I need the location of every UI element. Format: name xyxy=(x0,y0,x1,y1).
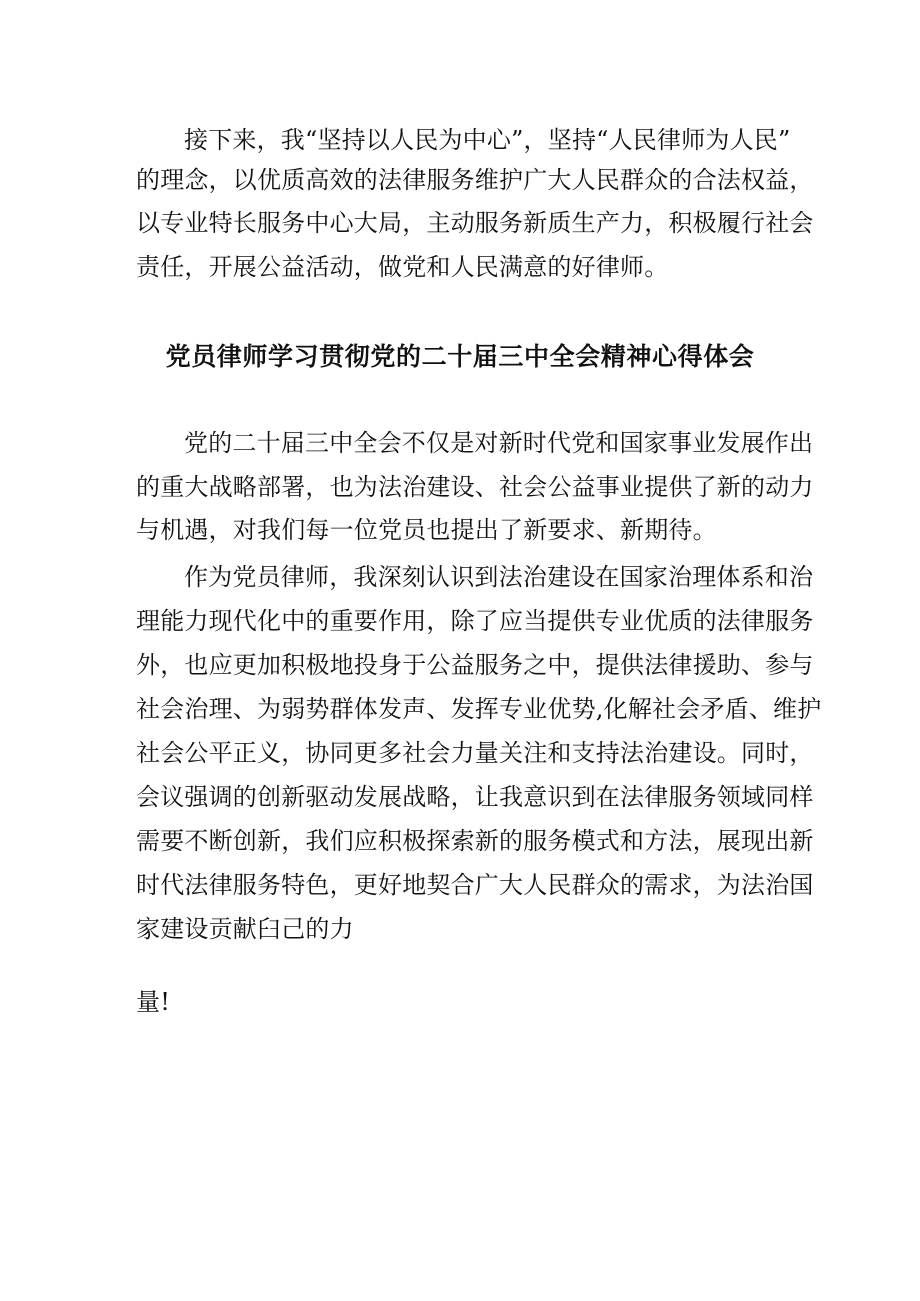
paragraph1-line-2: 的重大战略部署，也为法治建设、社会公益事业提供了新的动力 xyxy=(136,473,814,501)
paragraph1-line-1: 党的二十届三中全会不仅是对新时代党和国家事业发展作出 xyxy=(184,429,814,457)
intro-line-2: 的理念，以优质高效的法律服务维护广大人民群众的合法权益， xyxy=(136,166,814,194)
paragraph2-line-6: 会议强调的创新驱动发展战略，让我意识到在法律服务领域同样 xyxy=(136,783,814,811)
intro-line-4: 责任，开展公益活动，做党和人民满意的好律师。 xyxy=(136,253,669,281)
paragraph2-line-2: 理能力现代化中的重要作用，除了应当提供专业优质的法律服务 xyxy=(136,607,814,635)
paragraph2-line-1: 作为党员律师，我深刻认识到法治建设在国家治理体系和治 xyxy=(184,563,814,591)
paragraph2-line-5: 社会公平正义，协同更多社会力量关注和支持法治建设。同时， xyxy=(136,739,814,767)
paragraph2-line-4: 社会治理、为弱势群体发声、发挥专业优势,化解社会矛盾、维护 xyxy=(136,695,822,723)
paragraph1-line-3: 与机遇，对我们每一位党员也提出了新要求、新期待。 xyxy=(136,516,717,544)
paragraph2-line-7: 需要不断创新，我们应积极探索新的服务模式和方法，展现出新 xyxy=(136,827,814,855)
intro-line-3: 以专业特长服务中心大局，主动服务新质生产力，积极履行社会 xyxy=(136,209,814,237)
paragraph2-line-9: 家建设贡献臼己的力 xyxy=(136,915,354,943)
document-title: 党员律师学习贯彻党的二十届三中全会精神心得体会 xyxy=(165,342,755,371)
paragraph2-line-3: 外，也应更加积极地投身于公益服务之中，提供法律援助、参与 xyxy=(136,651,814,679)
paragraph2-line-8: 时代法律服务特色，更好地契合广大人民群众的需求，为法治国 xyxy=(136,871,814,899)
intro-line-1: 接下来，我“坚持以人民为中心”，坚持“人民律师为人民” xyxy=(184,126,791,154)
trailing-line: 量! xyxy=(136,988,171,1016)
